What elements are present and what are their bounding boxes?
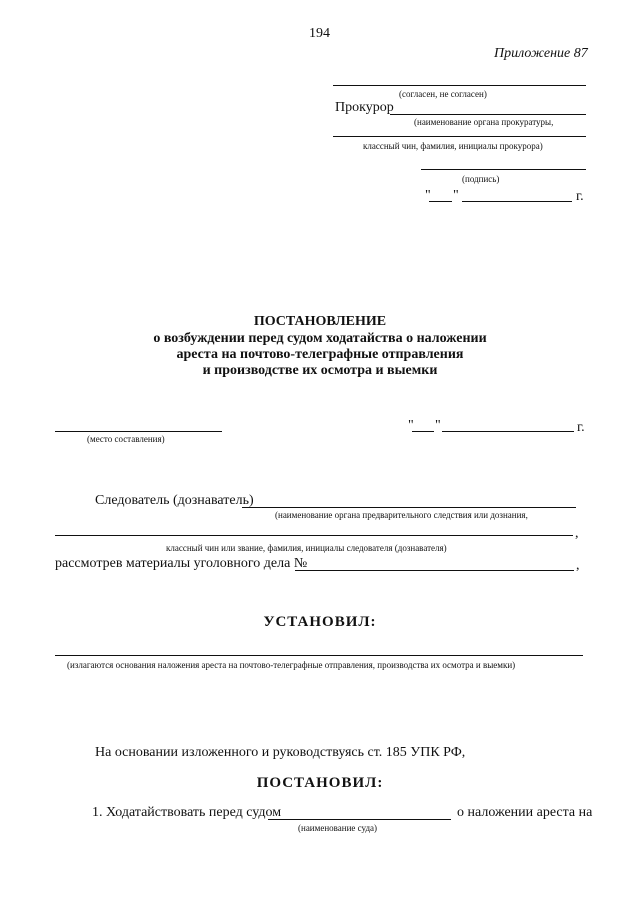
investigator-org-caption: (наименование органа предварительного следствия или дознания, [275, 510, 528, 520]
signature-caption: (подпись) [462, 174, 500, 184]
prosecutor-org-caption: (наименование органа прокуратуры, [414, 117, 554, 127]
place-day-line [412, 431, 434, 432]
document-subtitle-line3: и производстве их осмотра и выемки [202, 363, 438, 378]
case-text: рассмотрев материалы уголовного дела № [55, 556, 308, 571]
document-subtitle-line2: ареста на почтово-телеграфные отправления [176, 347, 464, 362]
established-heading: УСТАНОВИЛ: [263, 614, 377, 630]
prosecutor-rank-caption: классный чин, фамилия, инициалы прокурора) [363, 141, 543, 151]
approval-month-line [462, 201, 572, 202]
prosecutor-org-line [390, 114, 586, 115]
place-date-quote-open: " [408, 418, 414, 433]
approval-date-quote-close: " [453, 188, 459, 203]
page-number: 194 [309, 26, 330, 41]
agree-caption: (согласен, не согласен) [399, 89, 487, 99]
place-date-quote-close: " [435, 418, 441, 433]
established-line [55, 655, 583, 656]
item1-text-end: о наложении ареста на [457, 805, 593, 820]
place-line [55, 431, 222, 432]
place-year-suffix: г. [577, 420, 585, 435]
investigator-label: Следователь (дознаватель) [95, 493, 254, 508]
place-caption: (место составления) [87, 434, 165, 444]
item1-text-start: 1. Ходатайствовать перед судом [92, 805, 282, 820]
case-comma: , [576, 558, 580, 573]
approval-day-line [429, 201, 452, 202]
investigator-rank-caption: классный чин или звание, фамилия, инициалы следователя (дознавателя) [166, 543, 447, 553]
place-month-line [442, 431, 574, 432]
prosecutor-label: Прокурор [335, 100, 394, 115]
document-subtitle-line1: о возбуждении перед судом ходатайства о наложении [153, 331, 487, 346]
investigator-rank-comma: , [575, 526, 579, 541]
approval-year-suffix: г. [576, 189, 584, 204]
decided-heading: ПОСТАНОВИЛ: [256, 775, 384, 791]
court-caption: (наименование суда) [298, 823, 378, 833]
basis-text: На основании изложенного и руководствуясь ст. 185 УПК РФ, [95, 745, 466, 760]
appendix-label: Приложение 87 [494, 46, 588, 61]
agree-line [333, 85, 586, 86]
prosecutor-rank-line [333, 136, 586, 137]
document-title: ПОСТАНОВЛЕНИЕ [253, 314, 387, 329]
approval-date-quote-open: " [425, 188, 431, 203]
case-number-line [295, 570, 574, 571]
signature-line [421, 169, 586, 170]
established-caption: (излагаются основания наложения ареста на почтово-телеграфные отправления, производства их осмотра и выемки) [67, 660, 516, 670]
court-name-line [268, 819, 451, 820]
investigator-rank-line [55, 535, 573, 536]
investigator-org-line [242, 507, 576, 508]
